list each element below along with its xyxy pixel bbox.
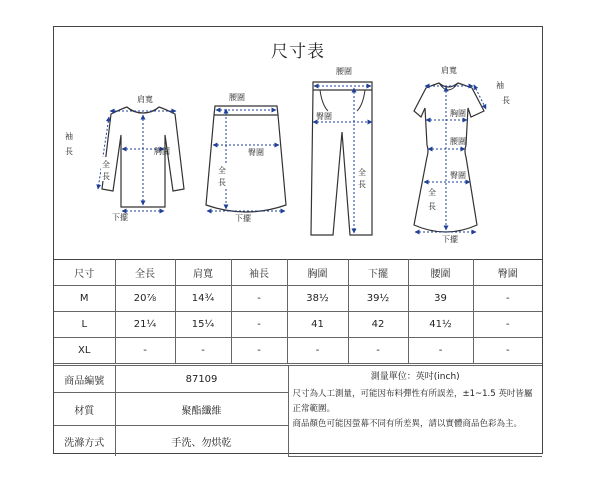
skirt-length-label-2: 長 [218,178,226,187]
table-cell: 15¼ [175,312,231,338]
wash-label: 洗滌方式 [54,426,115,457]
material-label: 材質 [54,393,115,426]
note-measurement-error: 尺寸為人工測量，可能因布料彈性有所誤差，±1~1.5 英吋皆屬正常範圍。 [292,389,533,414]
top-sleeve-label-2: 長 [65,147,73,156]
table-cell: 38½ [287,286,348,312]
table-cell: - [348,338,408,364]
material-value: 聚酯纖維 [115,393,288,426]
table-cell: - [231,338,287,364]
table-cell: - [287,338,348,364]
chart-title: 尺寸表 [271,42,325,62]
table-cell: 21¼ [115,312,175,338]
header-cell: 肩寬 [175,260,231,286]
table-cell: - [175,338,231,364]
top-length-label-1: 全 [102,160,110,169]
skirt-waist-label: 腰圍 [229,93,245,102]
measurement-note [288,366,542,457]
unit-note: 測量單位：英吋(inch) [370,372,460,382]
dress-hem-label: 下擺 [442,235,458,244]
top-hem-label: 下擺 [112,213,128,222]
header-cell: 腰圍 [408,260,473,286]
pants-waist-label: 腰圍 [336,67,352,76]
dress-sleeve-label-2: 長 [502,96,510,105]
top-chest-label: 胸圍 [154,147,170,156]
table-cell: 42 [348,312,408,338]
note-color-difference: 商品顏色可能因螢幕不同有所差異，請以實體商品色彩為主。 [292,419,523,429]
table-row [54,286,542,312]
garment-figures [54,27,542,259]
table-row [54,312,542,338]
top-shoulder-label: 肩寬 [137,95,153,104]
table-cell: - [473,286,542,312]
table-cell: 39½ [348,286,408,312]
skirt-outline [206,106,286,212]
size-table-header [54,260,542,286]
wash-value: 手洗、勿烘乾 [115,426,288,457]
header-cell: 全長 [115,260,175,286]
top-sleeve-label-1: 袖 [65,132,73,141]
header-cell: 尺寸 [54,260,115,286]
pants-hip-label: 臀圍 [316,112,332,121]
table-row [54,338,542,364]
table-cell: - [473,312,542,338]
dress-length-label-1: 全 [428,188,436,197]
pants-figure [311,65,372,235]
top-length-label-2: 長 [102,172,110,181]
table-cell: 41 [287,312,348,338]
table-cell: XL [54,338,115,364]
table-cell: L [54,312,115,338]
table-cell: - [231,286,287,312]
table-cell: - [408,338,473,364]
product-info-table [54,365,542,457]
table-cell: 39 [408,286,473,312]
table-cell: - [231,312,287,338]
pants-length-label-1: 全 [358,168,366,177]
item-no-value: 87109 [115,366,288,393]
top-figure [65,93,184,222]
dress-outline [414,83,484,232]
size-table [54,259,542,364]
size-chart [53,26,543,454]
header-cell: 下擺 [348,260,408,286]
item-no-label: 商品編號 [54,366,115,393]
skirt-hip-label: 臀圍 [248,148,264,157]
dress-chest-label: 胸圍 [450,109,466,118]
pants-outline [311,82,372,235]
dress-shoulder-label: 肩寬 [441,66,457,75]
skirt-figure [206,91,286,223]
header-cell: 袖長 [231,260,287,286]
dress-length-label-2: 長 [428,202,436,211]
table-cell: 20⅞ [115,286,175,312]
dress-sleeve-arrow [474,85,486,109]
table-cell: - [473,338,542,364]
pants-length-label-2: 長 [358,180,366,189]
table-cell: - [115,338,175,364]
skirt-length-label-1: 全 [218,166,226,175]
table-cell: 41½ [408,312,473,338]
dress-figure [414,64,510,244]
dress-waist-label: 腰圍 [450,137,466,146]
header-cell: 胸圍 [287,260,348,286]
skirt-hem-label: 下擺 [235,214,251,223]
dress-hip-label: 臀圍 [450,171,466,180]
dress-sleeve-label-1: 袖 [496,81,504,90]
table-cell: M [54,286,115,312]
header-cell: 臀圍 [473,260,542,286]
table-cell: 14¾ [175,286,231,312]
